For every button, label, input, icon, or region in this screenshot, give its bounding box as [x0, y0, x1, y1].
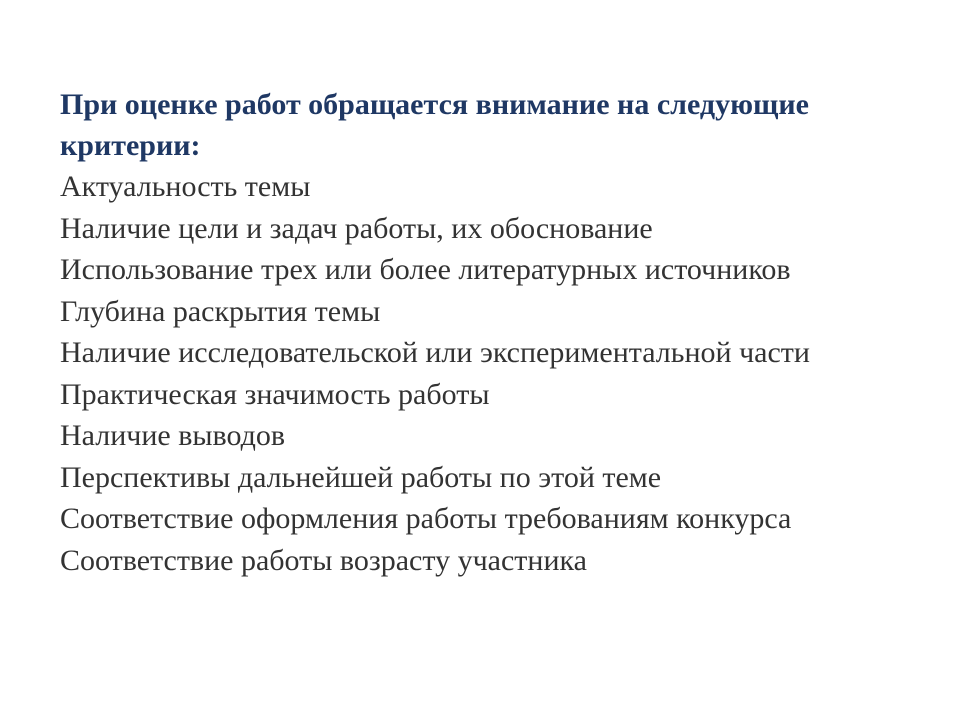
- criteria-item: Практическая значимость работы: [60, 377, 490, 411]
- criteria-item: Использование трех или более литературных источников: [60, 253, 791, 286]
- criteria-item: Глубина раскрытия темы: [60, 294, 381, 328]
- criteria-item: Наличие цели и задач работы, их обоснование: [60, 211, 653, 245]
- slide-heading: При оценке работ обращается внимание на следующие критерии:: [60, 88, 809, 162]
- criteria-item: Наличие исследовательской или экспериментальной части: [60, 336, 810, 369]
- criteria-item: Соответствие оформления работы требованиям конкурса: [60, 502, 792, 535]
- criteria-list: [60, 166, 920, 581]
- criteria-item: Перспективы дальнейшей работы по этой теме: [60, 460, 662, 494]
- criteria-item: Наличие выводов: [60, 419, 286, 452]
- slide-content: [60, 84, 920, 581]
- criteria-item: Актуальность темы: [60, 170, 311, 203]
- criteria-item: Соответствие работы возрасту участника: [60, 543, 587, 577]
